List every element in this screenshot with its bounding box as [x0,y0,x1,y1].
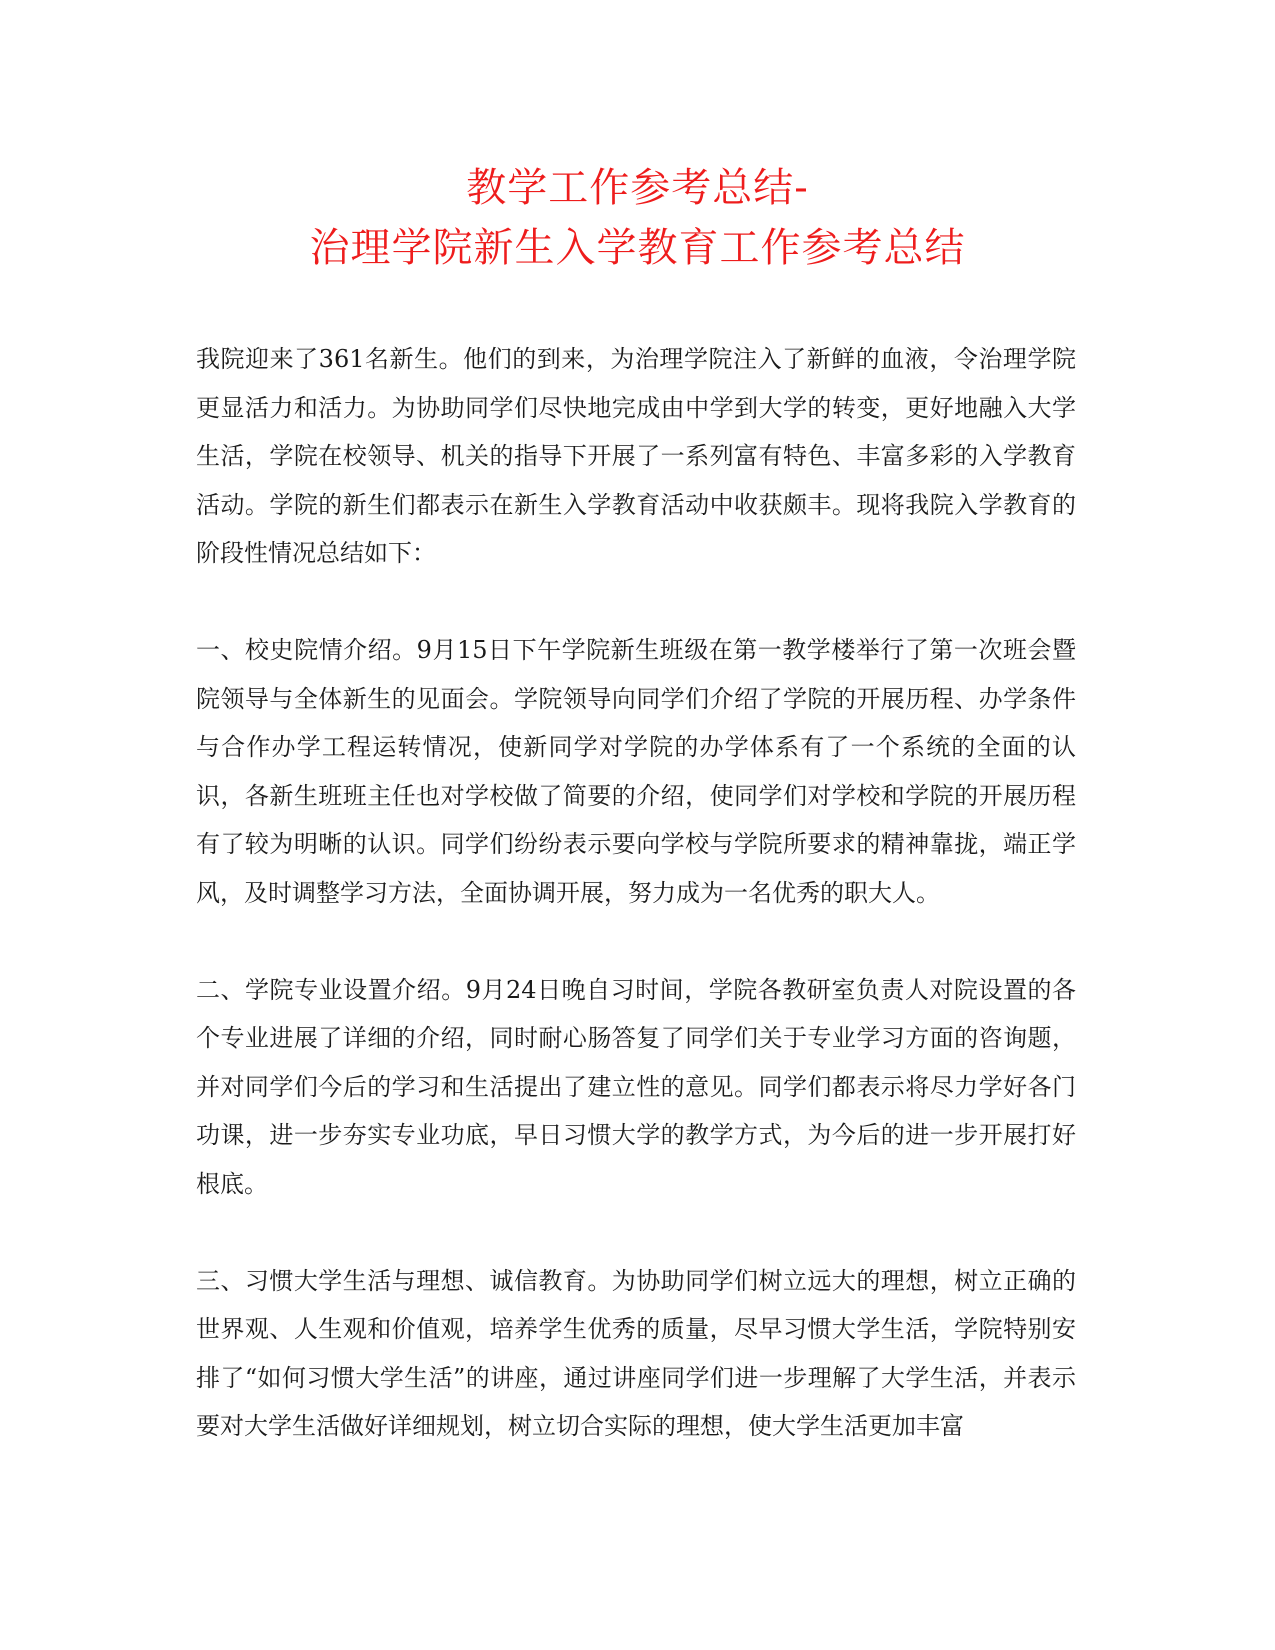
paragraph-section-1: 一、校史院情介绍。9月15日下午学院新生班级在第一教学楼举行了第一次班会暨院领导与全体新生的见面会。学院领导向同学们介绍了学院的开展历程、办学条件与合作办学工程运转情况，使新同学对学院的办学体系有了一个系统的全面的认识，各新生班班主任也对学校做了简要的介绍，使同学们对学校和学院的开展历程有了较为明晰的认识。同学们纷纷表示要向学校与学院所要求的精神靠拢，端正学风，及时调整学习方法，全面协调开展，努力成为一名优秀的职大人。 [196,636,1076,907]
title-line-1: 教学工作参考总结- [466,165,809,211]
paragraph-section-3: 三、习惯大学生活与理想、诚信教育。为协助同学们树立远大的理想，树立正确的世界观、人生观和价值观，培养学生优秀的质量，尽早习惯大学生活，学院特别安排了“如何习惯大学生活”的讲座，通过讲座同学们进一步理解了大学生活，并表示要对大学生活做好详细规划，树立切合实际的理想，使大学生活更加丰富 [196,1266,1076,1440]
document-title [180,158,1095,278]
paragraph-section-2: 二、学院专业设置介绍。9月24日晚自习时间，学院各教研室负责人对院设置的各个专业进展了详细的介绍，同时耐心肠答复了同学们关于专业学习方面的咨询题，并对同学们今后的学习和生活提出了建立性的意见。同学们都表示将尽力学好各门功课，进一步夯实专业功底，早日习惯大学的教学方式，为今后的进一步开展打好根底。 [196,975,1076,1198]
paragraph-intro: 我院迎来了361名新生。他们的到来，为治理学院注入了新鲜的血液，令治理学院更显活力和活力。为协助同学们尽快地完成由中学到大学的转变，更好地融入大学生活，学院在校领导、机关的指导下开展了一系列富有特色、丰富多彩的入学教育活动。学院的新生们都表示在新生入学教育活动中收获颇丰。现将我院入学教育的阶段性情况总结如下： [196,345,1076,567]
document-body [196,335,1076,1499]
title-line-2: 治理学院新生入学教育工作参考总结 [309,225,966,271]
